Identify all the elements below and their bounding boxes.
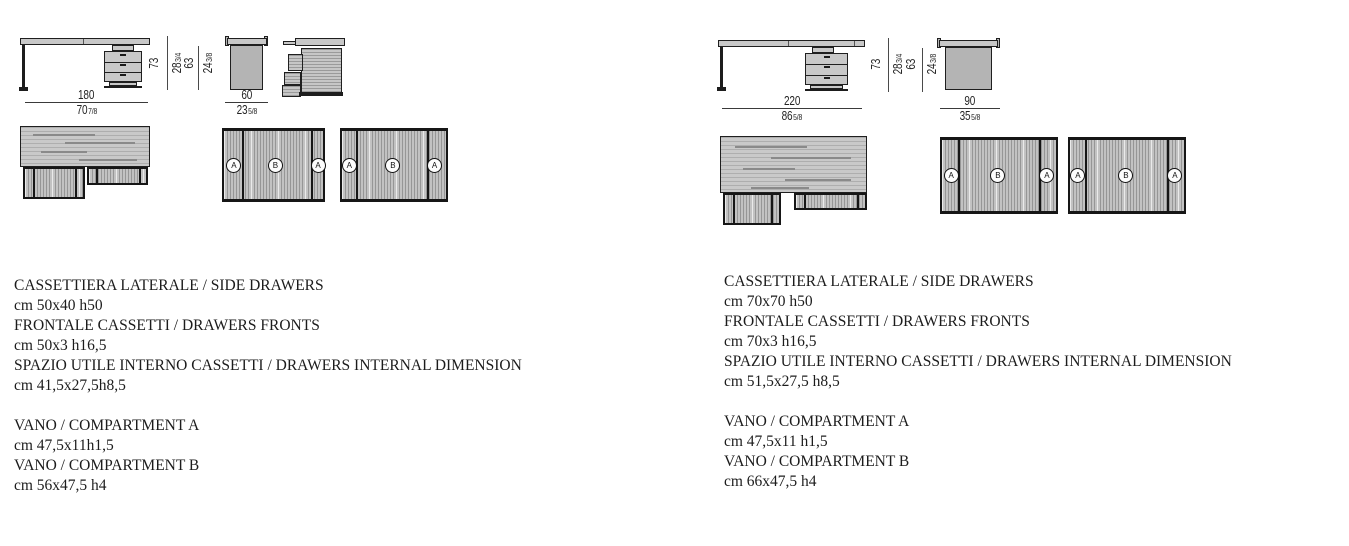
spec-line: cm 50x40 h50 bbox=[14, 297, 103, 314]
spec-block bbox=[14, 276, 522, 496]
spec-line: cm 70x3 h16,5 bbox=[724, 333, 817, 350]
hatch-divider bbox=[33, 169, 35, 197]
top-view-surface bbox=[720, 136, 867, 193]
wood-grain-streak bbox=[743, 168, 795, 170]
spec-line: cm 50x3 h16,5 bbox=[14, 337, 107, 354]
dimension-label-depth-cm: 60 bbox=[241, 88, 252, 102]
spec-line: cm 66x47,5 h4 bbox=[724, 473, 817, 490]
detail-drawer-box bbox=[301, 48, 342, 93]
dimension-label-height-in: 283/4 bbox=[891, 53, 905, 75]
wood-grain-streak bbox=[785, 179, 851, 181]
dimension-label-clearance-in: 243/8 bbox=[925, 53, 939, 75]
compartment-diagram bbox=[222, 128, 325, 202]
spec-line: cm 56x47,5 h4 bbox=[14, 477, 107, 494]
spec-line: VANO / COMPARTMENT A bbox=[724, 413, 910, 430]
dimension-label-depth-in: 355/8 bbox=[959, 109, 981, 123]
depth-dimension bbox=[940, 94, 1000, 123]
dimension-label-height-in: 283/4 bbox=[170, 52, 184, 74]
dimension-label-depth-cm: 90 bbox=[964, 94, 976, 108]
spec-line: SPAZIO UTILE INTERNO CASSETTI / DRAWERS INTERNAL DIMENSION bbox=[724, 353, 1232, 370]
top-view-drawer-unit bbox=[23, 167, 85, 199]
dimension-label-clearance-cm: 63 bbox=[182, 57, 196, 69]
panel-seam bbox=[83, 39, 84, 44]
wood-grain-streak bbox=[33, 134, 95, 136]
spec-line: cm 70x70 h50 bbox=[724, 293, 813, 310]
compartment-badge-a: A bbox=[342, 158, 357, 173]
hatch-divider bbox=[96, 169, 98, 183]
spec-gap bbox=[724, 392, 1232, 412]
spec-line: cm 47,5x11 h1,5 bbox=[724, 433, 828, 450]
compartment-badge-b: B bbox=[385, 158, 400, 173]
drawer-handle bbox=[120, 54, 126, 56]
detail-base bbox=[299, 92, 343, 96]
hatch-divider bbox=[75, 169, 77, 197]
compartment-badge-b: B bbox=[1118, 168, 1133, 183]
desk-leg bbox=[720, 47, 723, 88]
detail-top-panel bbox=[295, 38, 345, 46]
desk-top-panel bbox=[718, 40, 865, 47]
detail-open-drawer bbox=[288, 54, 303, 71]
desk-top-panel bbox=[20, 38, 150, 45]
spec-line: FRONTALE CASSETTI / DRAWERS FRONTS bbox=[724, 313, 1030, 330]
top-view-front-band bbox=[87, 167, 148, 185]
compartment-diagram bbox=[340, 128, 448, 202]
spec-line: VANO / COMPARTMENT B bbox=[14, 457, 200, 474]
dimension-line-vertical bbox=[198, 46, 199, 90]
drawer-base-line bbox=[805, 89, 848, 91]
compartment-badge-a: A bbox=[311, 158, 326, 173]
spec-gap bbox=[14, 396, 522, 416]
compartment-diagram bbox=[940, 137, 1058, 214]
side-top-panel bbox=[227, 38, 267, 45]
wood-grain-streak bbox=[41, 151, 87, 153]
compartment-diagram bbox=[1068, 137, 1186, 214]
dimension-label-width-in: 865/8 bbox=[781, 109, 803, 123]
drawer-divider bbox=[105, 62, 141, 63]
wood-grain-streak bbox=[65, 142, 135, 144]
depth-dimension bbox=[225, 88, 268, 117]
spec-line: cm 51,5x27,5 h8,5 bbox=[724, 373, 840, 390]
width-dimension bbox=[722, 94, 862, 123]
dimension-line-vertical bbox=[888, 38, 889, 92]
spec-line: cm 41,5x27,5h8,5 bbox=[14, 377, 126, 394]
dimension-label-width-cm: 220 bbox=[783, 94, 801, 108]
compartment-badge-b: B bbox=[268, 158, 283, 173]
drawer-divider bbox=[806, 75, 847, 76]
detail-open-drawer bbox=[284, 72, 301, 85]
spec-line: SPAZIO UTILE INTERNO CASSETTI / DRAWERS INTERNAL DIMENSION bbox=[14, 357, 522, 374]
hatch-divider bbox=[804, 195, 806, 208]
dimension-label-width-in: 707/8 bbox=[76, 103, 97, 117]
spec-line: cm 47,5x11h1,5 bbox=[14, 437, 114, 454]
drawer-unit-body bbox=[104, 51, 142, 82]
side-body bbox=[945, 47, 992, 90]
compartment-badge-a: A bbox=[1167, 168, 1182, 183]
compartment-badge-a: A bbox=[1070, 168, 1085, 183]
side-body bbox=[230, 45, 263, 90]
wood-grain-streak bbox=[79, 159, 137, 161]
dimension-label-height-cm: 73 bbox=[147, 57, 161, 69]
spec-line: VANO / COMPARTMENT A bbox=[14, 417, 200, 434]
dimension-label-width-cm: 180 bbox=[78, 88, 95, 102]
dimension-label-height-cm: 73 bbox=[869, 58, 883, 70]
dimension-line-vertical bbox=[922, 48, 923, 92]
width-dimension bbox=[25, 88, 148, 117]
drawer-handle bbox=[824, 56, 830, 58]
side-top-panel bbox=[939, 40, 998, 47]
wood-grain-streak bbox=[751, 187, 809, 189]
panel-seam bbox=[788, 41, 789, 46]
dimension-label-clearance-in: 243/8 bbox=[201, 52, 215, 74]
top-view-surface bbox=[20, 126, 150, 167]
compartment-badge-a: A bbox=[1039, 168, 1054, 183]
dimension-label-clearance-cm: 63 bbox=[904, 58, 918, 70]
wood-grain-streak bbox=[735, 146, 807, 148]
compartment-badge-b: B bbox=[990, 168, 1005, 183]
hatch-divider bbox=[857, 195, 859, 208]
hatch-divider bbox=[771, 195, 773, 223]
drawer-divider bbox=[105, 72, 141, 73]
drawer-handle bbox=[120, 74, 126, 76]
dimension-label-depth-in: 235/8 bbox=[236, 103, 257, 117]
compartment-divider bbox=[242, 131, 244, 199]
desk-leg bbox=[22, 45, 25, 88]
drawer-handle bbox=[120, 64, 126, 66]
spec-line: CASSETTIERA LATERALE / SIDE DRAWERS bbox=[724, 273, 1034, 290]
compartment-badge-a: A bbox=[944, 168, 959, 183]
compartment-divider bbox=[1085, 140, 1087, 211]
drawer-unit-body bbox=[805, 53, 848, 85]
compartment-badge-a: A bbox=[427, 158, 442, 173]
drawer-divider bbox=[806, 64, 847, 65]
spec-line: VANO / COMPARTMENT B bbox=[724, 453, 910, 470]
spec-block bbox=[724, 272, 1232, 492]
drawer-handle bbox=[824, 77, 830, 79]
compartment-badge-a: A bbox=[226, 158, 241, 173]
spec-line: CASSETTIERA LATERALE / SIDE DRAWERS bbox=[14, 277, 324, 294]
hatch-divider bbox=[139, 169, 141, 183]
panel-seam bbox=[854, 41, 855, 46]
wood-grain-streak bbox=[771, 157, 851, 159]
leg-foot bbox=[717, 87, 726, 91]
hatch-divider bbox=[733, 195, 735, 223]
dimension-line-vertical bbox=[167, 36, 168, 90]
top-view-drawer-unit bbox=[723, 193, 781, 225]
drawer-handle bbox=[824, 66, 830, 68]
spec-line: FRONTALE CASSETTI / DRAWERS FRONTS bbox=[14, 317, 320, 334]
top-view-front-band bbox=[794, 193, 867, 210]
